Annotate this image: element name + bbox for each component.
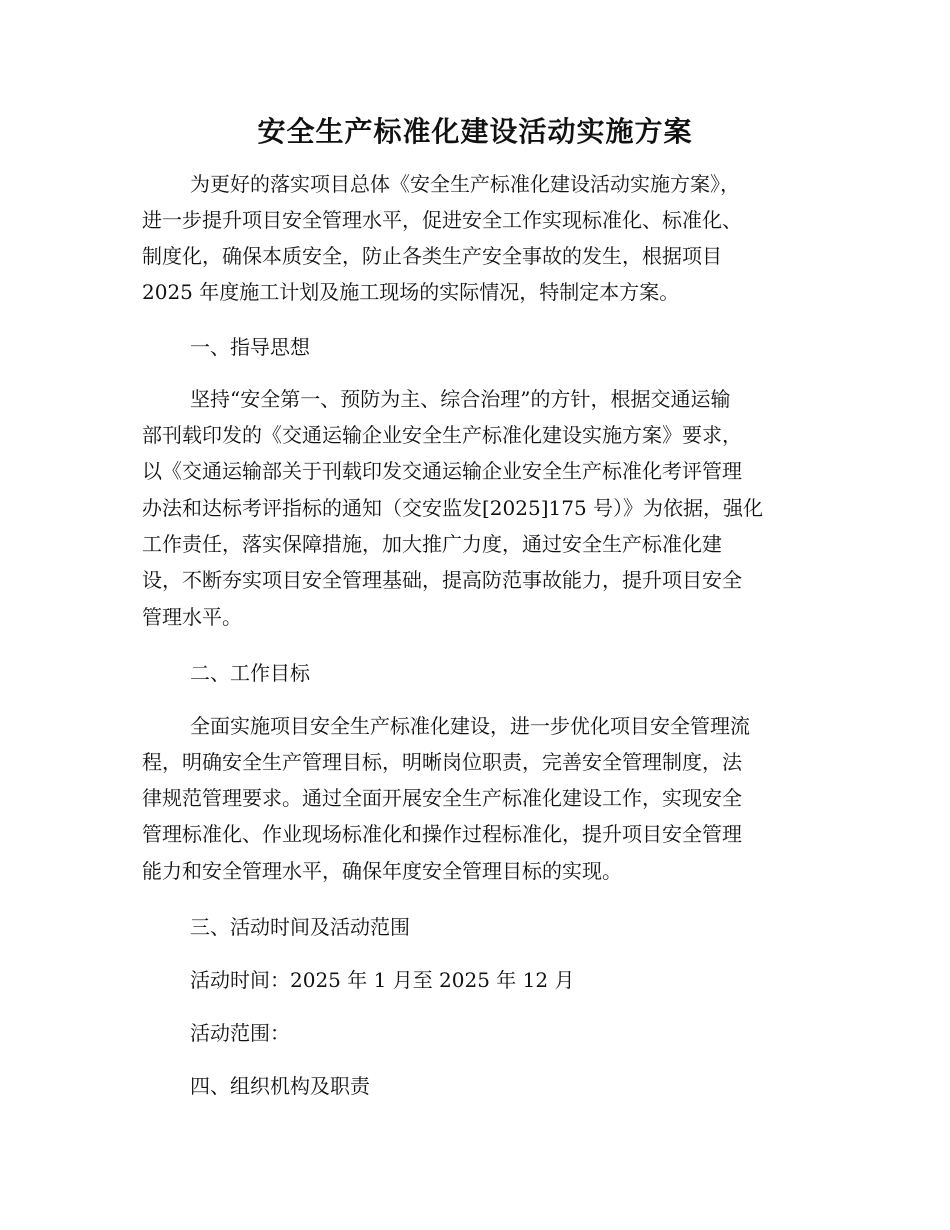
section-1-line-1: 坚持“安全第一、预防为主、综合治理”的方针，根据交通运输 [190,387,731,411]
document-title: 安全生产标准化建设活动实施方案 [257,115,693,148]
section-3-heading: 三、活动时间及活动范围 [190,915,410,939]
intro-line-4: 2025 年度施工计划及施工现场的实际情况，特制定本方案。 [142,280,680,304]
activity-time: 活动时间：2025 年 1 月至 2025 年 12 月 [190,968,575,992]
section-1-line-5: 工作责任，落实保障措施，加大推广力度，通过安全生产标准化建 [142,532,722,556]
intro-line-3: 制度化，确保本质安全，防止各类生产安全事故的发生，根据项目 [142,244,722,268]
section-1-line-3: 以《交通运输部关于刊载印发交通运输企业安全生产标准化考评管理 [142,459,742,483]
section-1-line-6: 设，不断夯实项目安全管理基础，提高防范事故能力，提升项目安全 [142,568,742,592]
activity-scope: 活动范围： [190,1021,290,1045]
section-1-line-2: 部刊载印发的《交通运输企业安全生产标准化建设实施方案》要求， [142,423,742,447]
section-4-heading: 四、组织机构及职责 [190,1074,370,1098]
section-1-heading: 一、指导思想 [190,335,310,359]
section-2-line-5: 能力和安全管理水平，确保年度安全管理目标的实现。 [142,859,622,883]
section-2-heading: 二、工作目标 [190,661,310,685]
section-1-line-4: 办法和达标考评指标的通知（交安监发[2025]175 号）》为依据，强化 [142,496,764,520]
section-2-line-1: 全面实施项目安全生产标准化建设，进一步优化项目安全管理流 [190,714,750,738]
section-2-line-2: 程，明确安全生产管理目标，明晰岗位职责，完善安全管理制度，法 [142,750,742,774]
section-2-line-4: 管理标准化、作业现场标准化和操作过程标准化，提升项目安全管理 [142,822,742,846]
section-1-line-7: 管理水平。 [142,605,242,629]
intro-line-1: 为更好的落实项目总体《安全生产标准化建设活动实施方案》， [190,172,740,196]
section-2-line-3: 律规范管理要求。通过全面开展安全生产标准化建设工作，实现安全 [142,786,742,810]
intro-line-2: 进一步提升项目安全管理水平，促进安全工作实现标准化、标准化、 [142,208,742,232]
